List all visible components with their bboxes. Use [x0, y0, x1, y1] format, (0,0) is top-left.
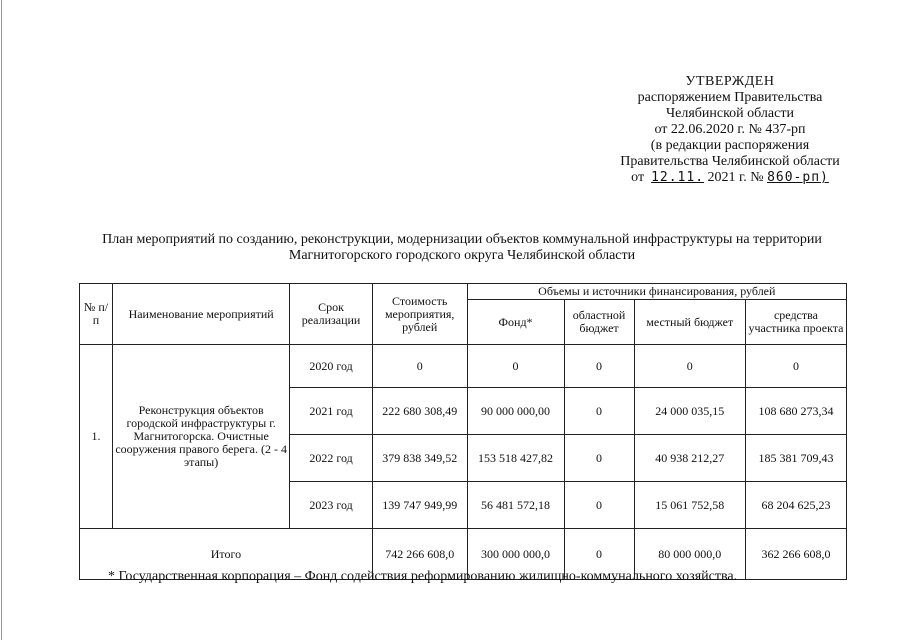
total-local: 80 000 000,0	[634, 529, 745, 580]
cell-participant: 185 381 709,43	[745, 435, 846, 482]
cell-regional: 0	[564, 482, 634, 529]
cell-regional: 0	[564, 388, 634, 435]
header-name: Наименование мероприятий	[112, 284, 289, 345]
approval-line-3: от 22.06.2020 г. № 437-рп	[654, 122, 806, 137]
cell-local: 0	[634, 345, 745, 388]
cell-participant: 108 680 273,34	[745, 388, 846, 435]
cell-regional: 0	[564, 435, 634, 482]
cell-fund: 90 000 000,00	[467, 388, 564, 435]
cell-local: 40 938 212,27	[634, 435, 745, 482]
cell-fund: 0	[467, 345, 564, 388]
header-cost: Стоимость мероприятия, рублей	[372, 284, 467, 345]
cell-participant: 68 204 625,23	[745, 482, 846, 529]
approval-title: УТВЕРЖДЕН	[685, 74, 775, 89]
cell-year: 2023 год	[290, 482, 372, 529]
total-label: Итого	[80, 529, 373, 580]
approval-date-year: 2021 г. №	[707, 170, 764, 185]
cell-participant: 0	[745, 345, 846, 388]
cell-year: 2022 год	[290, 435, 372, 482]
approval-line-2: Челябинской области	[666, 106, 794, 121]
cell-regional: 0	[564, 345, 634, 388]
approval-date-prefix: от	[631, 170, 645, 185]
approval-line-5: Правительства Челябинской области	[620, 154, 840, 169]
cell-local: 24 000 035,15	[634, 388, 745, 435]
header-fund: Фонд*	[467, 300, 564, 345]
total-participant: 362 266 608,0	[745, 529, 846, 580]
approval-line-1: распоряжением Правительства	[637, 90, 823, 105]
header-local: местный бюджет	[634, 300, 745, 345]
header-regional: областной бюджет	[564, 300, 634, 345]
approval-date-line	[560, 170, 900, 186]
approval-stamp	[560, 74, 900, 186]
cell-year: 2020 год	[290, 345, 372, 388]
cell-cost: 379 838 349,52	[372, 435, 467, 482]
approval-date-number: 860-рп)	[767, 170, 829, 185]
footnote: * Государственная корпорация – Фонд содействия реформированию жилищно-коммунального хозяйства.	[108, 569, 738, 584]
item-name: Реконструкция объектов городской инфраструктуры г. Магнитогорска. Очистные сооружения правого берега. (2 - 4 этапы)	[112, 345, 289, 529]
cell-cost: 0	[372, 345, 467, 388]
plan-table	[79, 283, 847, 580]
cell-cost: 139 747 949,99	[372, 482, 467, 529]
header-row	[80, 284, 847, 300]
plan-title: План мероприятий по созданию, реконструкции, модернизации объектов коммунальной инфраструктуры на территории Магнитогорского городского округа Челябинской области	[102, 232, 822, 263]
cell-fund: 56 481 572,18	[467, 482, 564, 529]
item-num: 1.	[80, 345, 113, 529]
cell-year: 2021 год	[290, 388, 372, 435]
cell-fund: 153 518 427,82	[467, 435, 564, 482]
approval-date-day: 12.11.	[651, 170, 705, 185]
cell-cost: 222 680 308,49	[372, 388, 467, 435]
cell-local: 15 061 752,58	[634, 482, 745, 529]
header-financing-group: Объемы и источники финансирования, рублей	[467, 284, 846, 300]
table-row	[80, 345, 847, 388]
header-participant: средства участника проекта	[745, 300, 846, 345]
total-fund: 300 000 000,0	[467, 529, 564, 580]
header-term: Срок реализации	[290, 284, 372, 345]
approval-line-4: (в редакции распоряжения	[650, 138, 810, 153]
page-edge-line	[1, 0, 2, 640]
header-num: № п/п	[80, 284, 113, 345]
total-regional: 0	[564, 529, 634, 580]
total-cost: 742 266 608,0	[372, 529, 467, 580]
